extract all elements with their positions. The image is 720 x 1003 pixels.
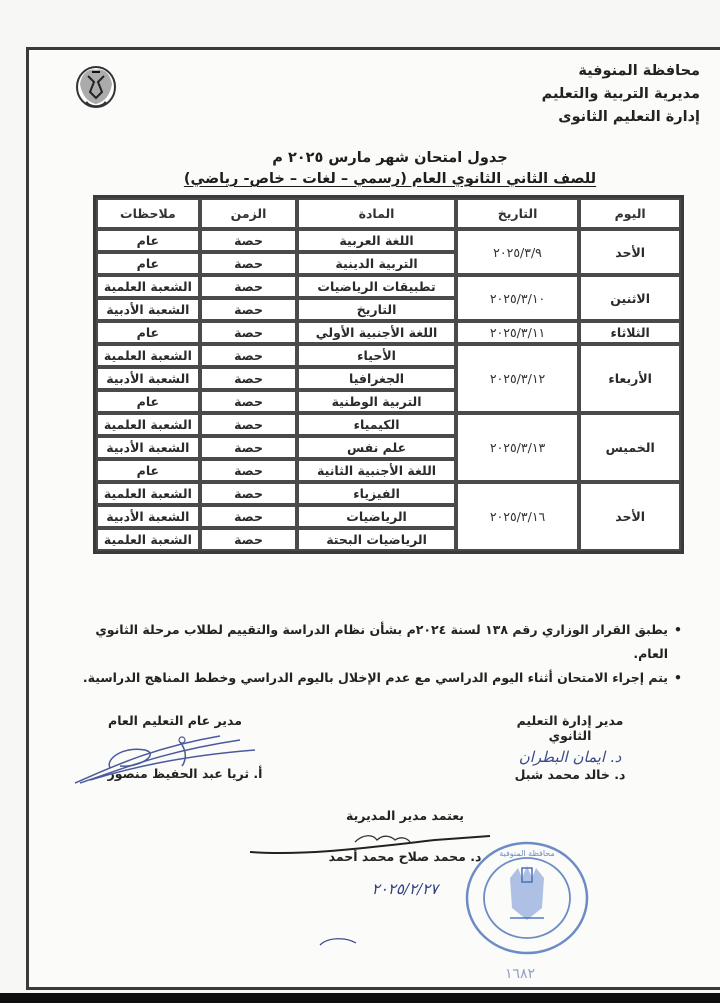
subject-cell: الرياضيات البحتة bbox=[297, 528, 455, 551]
time-cell: حصة bbox=[200, 229, 298, 252]
notes-cell: عام bbox=[96, 252, 200, 275]
time-cell: حصة bbox=[200, 505, 298, 528]
time-cell: حصة bbox=[200, 275, 298, 298]
day-cell: الثلاثاء bbox=[579, 321, 681, 344]
notes-section bbox=[60, 618, 692, 690]
note-item: • يطبق القرار الوزاري رقم ١٣٨ لسنة ٢٠٢٤م بشأن نظام الدراسة والتقييم لطلاب مرحلة الثانوي العام. bbox=[60, 618, 680, 666]
stamp-number: ١٦٨٢ bbox=[505, 966, 536, 982]
time-cell: حصة bbox=[200, 298, 298, 321]
governorate-emblem-icon bbox=[72, 62, 120, 112]
notes-cell: الشعبة الأدبية bbox=[96, 367, 200, 390]
header-day: اليوم bbox=[579, 198, 681, 229]
time-cell: حصة bbox=[200, 413, 298, 436]
notes-cell: الشعبة الأدبية bbox=[96, 298, 200, 321]
notes-cell: الشعبة العلمية bbox=[96, 413, 200, 436]
date-underline-icon bbox=[318, 935, 358, 947]
signature-title: مدير عام التعليم العام bbox=[108, 713, 242, 728]
notes-cell: الشعبة العلمية bbox=[96, 275, 200, 298]
time-cell: حصة bbox=[200, 390, 298, 413]
notes-cell: الشعبة العلمية bbox=[96, 482, 200, 505]
subject-cell: علم نفس bbox=[297, 436, 455, 459]
notes-cell: الشعبة الأدبية bbox=[96, 505, 200, 528]
notes-cell: عام bbox=[96, 321, 200, 344]
svg-text:محافظة المنوفية: محافظة المنوفية bbox=[499, 849, 555, 858]
title-line-1: جدول امتحان شهر مارس ٢٠٢٥ م bbox=[272, 150, 508, 166]
time-cell: حصة bbox=[200, 482, 298, 505]
date-cell: ٢٠٢٥/٣/١٦ bbox=[456, 482, 580, 551]
table-row bbox=[96, 413, 681, 436]
signature-title: مدير إدارة التعليم الثانوي bbox=[516, 713, 624, 743]
schedule-title bbox=[150, 148, 630, 190]
exam-schedule-table bbox=[93, 195, 684, 554]
table-row bbox=[96, 321, 681, 344]
table-row bbox=[96, 229, 681, 252]
day-cell: الأربعاء bbox=[579, 344, 681, 413]
notes-cell: الشعبة العلمية bbox=[96, 344, 200, 367]
subject-cell: التاريخ bbox=[297, 298, 455, 321]
subject-cell: الكيمياء bbox=[297, 413, 455, 436]
handwritten-signature: د. ايمان البطران bbox=[518, 748, 622, 766]
issuer-header bbox=[542, 60, 700, 129]
notes-cell: الشعبة الأدبية bbox=[96, 436, 200, 459]
time-cell: حصة bbox=[200, 436, 298, 459]
table-header-row bbox=[96, 198, 681, 229]
time-cell: حصة bbox=[200, 252, 298, 275]
bottom-edge bbox=[0, 993, 720, 1003]
title-line-2: للصف الثاني الثانوي العام (رسمي – لغات – خاص- رياضي) bbox=[183, 171, 597, 187]
notes-cell: عام bbox=[96, 229, 200, 252]
time-cell: حصة bbox=[200, 459, 298, 482]
day-cell: الأحد bbox=[579, 229, 681, 275]
signatory-name: أ. ثريا عبد الحفيظ منصور bbox=[107, 766, 263, 781]
signature-scribble-icon bbox=[245, 830, 495, 860]
subject-cell: الفيزياء bbox=[297, 482, 455, 505]
signatory-name: د. محمد صلاح محمد أحمد bbox=[328, 849, 482, 864]
time-cell: حصة bbox=[200, 344, 298, 367]
subject-cell: تطبيقات الرياضيات bbox=[297, 275, 455, 298]
signature-scribble-icon bbox=[70, 728, 270, 788]
day-cell: الأحد bbox=[579, 482, 681, 551]
table-row bbox=[96, 482, 681, 505]
header-notes: ملاحظات bbox=[96, 198, 200, 229]
header-date: التاريخ bbox=[456, 198, 580, 229]
notes-cell: الشعبة العلمية bbox=[96, 528, 200, 551]
time-cell: حصة bbox=[200, 528, 298, 551]
date-cell: ٢٠٢٥/٣/٩ bbox=[456, 229, 580, 275]
directorate-name: مديرية التربية والتعليم bbox=[541, 86, 700, 102]
notes-cell: عام bbox=[96, 459, 200, 482]
handwritten-date: ٢٠٢٥/٢/٢٧ bbox=[371, 880, 439, 898]
official-seal-icon bbox=[462, 838, 592, 958]
table-row bbox=[96, 275, 681, 298]
header-subject: المادة bbox=[297, 198, 455, 229]
subject-cell: اللغة الأجنبية الثانية bbox=[297, 459, 455, 482]
time-cell: حصة bbox=[200, 367, 298, 390]
time-cell: حصة bbox=[200, 321, 298, 344]
subject-cell: الرياضيات bbox=[297, 505, 455, 528]
department-name: إدارة التعليم الثانوى bbox=[558, 109, 700, 125]
subject-cell: اللغة العربية bbox=[297, 229, 455, 252]
signature-secondary-director bbox=[495, 713, 645, 782]
table-row bbox=[96, 344, 681, 367]
note-item: • يتم إجراء الامتحان أثناء اليوم الدراسي مع عدم الإخلال باليوم الدراسي وخطط المناهج الدراسية. bbox=[60, 666, 680, 690]
governorate-name: محافظة المنوفية bbox=[578, 63, 700, 79]
date-cell: ٢٠٢٥/٣/١٣ bbox=[456, 413, 580, 482]
date-cell: ٢٠٢٥/٣/١٠ bbox=[456, 275, 580, 321]
notes-cell: عام bbox=[96, 390, 200, 413]
date-cell: ٢٠٢٥/٣/١٢ bbox=[456, 344, 580, 413]
subject-cell: التربية الوطنية bbox=[297, 390, 455, 413]
date-cell: ٢٠٢٥/٣/١١ bbox=[456, 321, 580, 344]
day-cell: الاثنين bbox=[579, 275, 681, 321]
day-cell: الخميس bbox=[579, 413, 681, 482]
subject-cell: الأحياء bbox=[297, 344, 455, 367]
header-time: الزمن bbox=[200, 198, 298, 229]
signature-title: يعتمد مدير المديرية bbox=[346, 808, 464, 823]
signatory-name: د. خالد محمد شبل bbox=[514, 767, 626, 782]
subject-cell: التربية الدينية bbox=[297, 252, 455, 275]
subject-cell: اللغة الأجنبية الأولي bbox=[297, 321, 455, 344]
subject-cell: الجغرافيا bbox=[297, 367, 455, 390]
